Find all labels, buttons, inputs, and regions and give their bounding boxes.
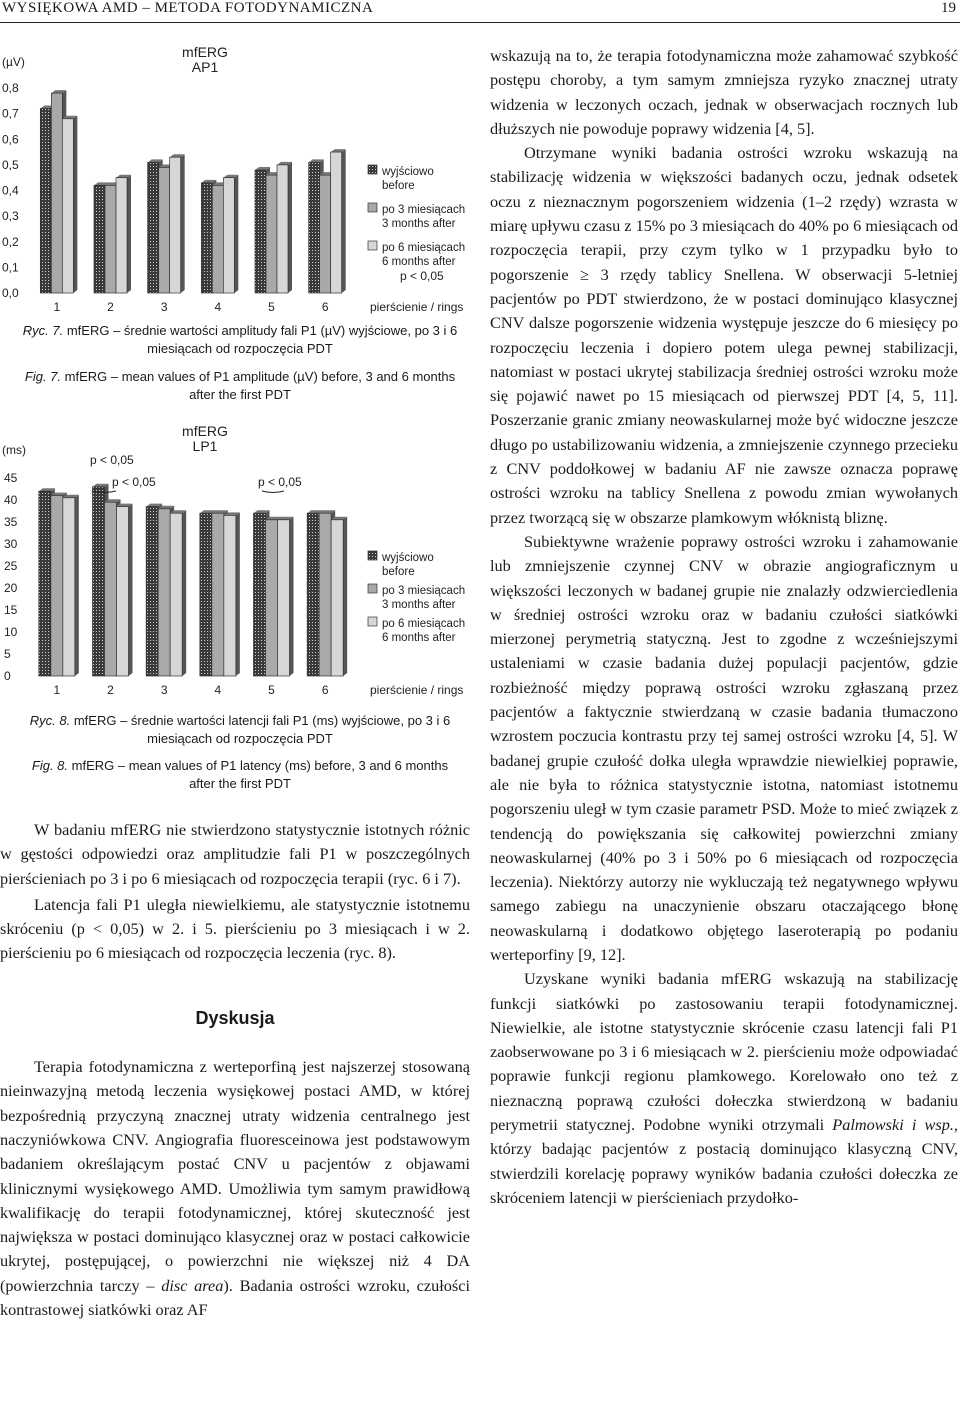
italic-term: disc area [161,1275,224,1295]
legend-label: po 6 miesiącach [382,242,466,254]
bar-side [343,517,347,676]
bar-side [182,510,186,676]
paragraph: wskazują na to, że terapia fotodynamiczna może zahamować szybkość postępu choroby, a tym samym zmniejsza ryzyko znacznej utraty widzenia w leczonych oczach, jednak w obserwacjach rocznych lub dłuższych nie powoduje poprawy widzenia [4, 5]. [490,46,958,138]
bar [170,513,182,676]
legend-label: before [382,180,415,192]
x-tick-label: 5 [268,300,275,314]
bar [331,520,343,676]
bar [158,509,170,676]
legend-swatch [368,551,377,560]
paragraph: Subiektywne wrażenie poprawy ostrości wzroku i zahamowanie lub zmniejszenie czynnej CNV w obrazie angiograficznym u większości leczonych w badanej grupie nie znalazły odzwierciedlenia w średniej ostrości wzroku oraz w badaniu czułości siatkówki mierzonej perymetrią statyczną. Jest to zgodne z wcześniejszymi ustaleniami w czasie badania dużej populacji pacjentów, gdzie rozbieżność między poprawą ostrości wzroku zgłaszaną przez pacjentów a faktycznie stwierdzaną w czasie badania tłumaczono wzrostem poczucia kontrastu przy tej samej ostrości wzroku [4, 5]. W badanej grupie czułość dołka uległa wprawdzie niewielkiej poprawie, ale nie była to różnica statystycznie istotna, natomiast istotnemu pogorszeniu uległ w tym czasie parametr PSD. Może to mieć związek z tendencją do powiększania się całkowitej powierzchni zmiany neowaskularnej (40% po 3 i 50% po 6 miesiącach od rozpoczęcia leczenia). Niektórzy autorzy nie wykluczają też negatywnego wpływu samego zabiegu na unaczynienie obszaru otaczającego błonę neowaskularną i dodatkowo objętego laseroterapią po podaniu werteporfiny [9, 12]. [490,531,958,964]
bar [201,183,212,293]
caption-label: Fig. 8. [31,758,69,773]
bar [212,185,223,293]
bar [266,175,277,293]
legend-label: wyjściowo [382,166,434,178]
caption-label: Ryc. 8. [29,713,71,728]
bar [200,513,212,676]
legend-swatch [368,203,377,212]
x-tick-label: 6 [321,683,329,697]
x-axis-label: pierścienie / rings [370,300,464,314]
legend-label: 6 months after [382,256,456,268]
caption-label: Ryc. 7. [22,323,64,338]
x-tick-label: 4 [214,683,222,697]
chart-title: mfERG [182,423,228,439]
bar [254,513,266,676]
x-tick-label: 5 [268,683,275,697]
bar [212,513,224,676]
y-tick-label: 0,8 [2,81,19,95]
bar [146,507,158,676]
figure-7-caption-pl [20,322,460,358]
bar-side [73,116,77,293]
x-tick-label: 1 [53,300,61,314]
bar-side [129,504,133,676]
bar [307,513,319,676]
legend-label: po 3 miesiącach [382,204,466,216]
y-tick-label: 25 [4,559,18,573]
bar-side [127,175,131,293]
x-tick-label: 1 [53,683,61,697]
bar [117,507,129,676]
chart-title: mfERG [182,44,228,60]
legend-label: 3 months after [382,599,456,611]
x-tick-label: 3 [160,300,168,314]
figure-8-caption-pl [20,712,460,748]
x-tick-label: 3 [160,683,168,697]
x-tick-label: 2 [107,300,114,314]
y-tick-label: 0,4 [2,183,19,198]
header-rule [0,22,960,23]
y-tick-label: 0,0 [2,286,19,300]
figure-7-chart [0,40,475,315]
y-tick-label: 5 [4,647,11,661]
bar [51,496,63,676]
bar [105,185,116,293]
chart-title: LP1 [192,438,218,454]
significance-annotation: p < 0,05 [90,453,134,467]
legend-swatch [368,584,377,593]
caption-label: Fig. 7. [24,369,62,384]
bar [319,513,331,676]
significance-annotation: p < 0,05 [258,475,302,489]
y-tick-label: 40 [4,493,18,507]
right-column-text [490,44,958,1210]
y-tick-label: 20 [4,581,18,595]
caption-text: mfERG – mean values of P1 amplitude (µV) before, 3 and 6 months after the first PDT [64,369,456,402]
bar-side [234,175,238,293]
bar [40,109,51,294]
y-tick-label: 10 [4,625,18,639]
y-tick-label: 0,2 [2,234,19,249]
bar [94,185,105,293]
y-tick-label: 0,1 [2,260,19,275]
caption-text: mfERG – mean values of P1 latency (ms) before, 3 and 6 months after the first PDT [71,758,449,791]
bar [309,162,320,293]
bar-side [290,517,294,676]
paragraph: Otrzymane wyniki badania ostrości wzroku wskazują na stabilizację widzenia w większości badanych oczu, jednak odsetek oczu z nieznacznym pogorszeniem widzenia (1–2 rzędy) wzrasta w miarę upływu czasu z 15% po 3 miesiącach do 40% po 6 miesiącach od rozpoczęcia terapii, przy czym tylko w 1 przypadku było to pogorszenie ≥ 3 rzędy tablicy Snellena. W obserwacji 5-letniej pacjentów po PDT stwierdzono, że w postaci dominująco klasycznej CNV dalsze pogorszenie widzenia występuje jeszcze do 6 miesięcy po rozpoczęciu leczenia i dopiero potem ulega pewnej stabilizacji, natomiast w postaci ukrytej stabilizacja średniej ostrości wzroku może się pojawić nawet po 15 miesiącach od pierwszej PDT [4, 5, 11]. Poszerzanie granic zmiany neowaskularnej może być widoczne jeszcze długo po ustabilizowaniu widzenia, a zmniejszenie czynnego przecieku z CNV poddołkowej w badaniu AF nie zawsze oznacza poprawę ostrości wzroku na tablicy Snellena z powodu zmian wywołanych przez tworzącą się w obszarze plamkowym włóknistą bliznę. [490,143,958,527]
legend-label: before [382,566,415,578]
bar-side [342,149,346,293]
italic-term: Palmowski i wsp. [832,1115,954,1135]
bar [105,502,117,676]
legend-swatch [368,165,377,174]
paragraph: Terapia fotodynamiczna z werteporfiną jest najszerzej stosowaną nieinwazyjną metodą leczenia wysiękowej postaci AMD, w której bezpośrednią przyczyną znacznej utraty widzenia centralnego jest naczyniówkowa CNV. Angiografia fluoresceinowa jest podstawowym badaniem określającym postać CNV u pacjentów z objawami klinicznymi wysiękowego AMD. Umożliwia tym samym prawidłową kwalifikację do terapii fotodynamicznej, której skuteczność jest największa w postaci dominująco klasycznej oraz w postaci całkowicie ukrytej, postępującej, o powierzchni nie większej niż 4 DA (powierzchnia tarczy – disc area). Badania ostrości wzroku, czułości kontrastowej siatkówki oraz AF [0,1057,470,1320]
bar [278,520,290,676]
page-number: 19 [941,0,956,16]
bar [51,93,62,293]
running-header: WYSIĘKOWA AMD – METODA FOTODYNAMICZNA [2,0,374,16]
y-axis-label: (µV) [2,55,25,69]
caption-text: mfERG – średnie wartości amplitudy fali P1 (µV) wyjściowe, po 3 i 6 miesiącach od rozpoczęcia PDT [66,323,458,356]
y-tick-label: 45 [4,471,18,485]
paragraph: W badaniu mfERG nie stwierdzono statystycznie istotnych różnic w gęstości odpowiedzi oraz amplitudzie fali P1 w poszczególnych pierścieniach po 3 i po 6 miesiącach od rozpoczęcia terapii (ryc. 6 i 7). [0,820,470,888]
bar [255,170,266,293]
section-heading: Dyskusja [195,1007,275,1028]
x-tick-label: 6 [321,300,329,314]
y-tick-label: 0,7 [2,106,19,121]
bar [63,498,75,676]
bar-side [181,154,185,293]
y-tick-label: 0,5 [2,157,19,172]
x-tick-label: 2 [107,683,114,697]
bar-side [75,495,79,676]
bar-side [288,162,292,293]
bar [320,175,331,293]
y-tick-label: 0 [4,669,11,683]
bar [277,165,288,293]
y-axis-label: (ms) [2,443,26,457]
bar-side [236,512,240,676]
bar [159,167,170,293]
y-tick-label: 30 [4,537,18,551]
y-tick-label: 0,6 [2,132,19,147]
legend-label: wyjściowo [382,552,434,564]
figure-7-caption-en [20,368,460,404]
figure-8-chart [0,418,475,703]
legend-swatch [368,617,377,626]
x-axis-label: pierścienie / rings [370,683,464,697]
significance-bracket [262,491,284,493]
x-tick-label: 4 [214,300,222,314]
legend-label: 3 months after [382,218,456,230]
figure-8-caption-en [20,757,460,793]
y-tick-label: 35 [4,515,18,529]
bar [266,520,278,676]
y-tick-label: 15 [4,603,18,617]
legend-label: 6 months after [382,632,456,644]
legend-label: po 6 miesiącach [382,618,466,630]
bar [331,152,342,293]
bar [116,178,127,293]
legend-label: po 3 miesiącach [382,585,466,597]
paragraph: Latencja fali P1 uległa niewielkiemu, ale statystycznie istotnemu skróceniu (p < 0,05) w 2. i 5. pierścieniu po 3 miesiącach i w 2. pierścieniu po 6 miesiącach od rozpoczęcia leczenia (ryc. 8). [0,894,470,963]
bar [39,491,51,676]
bar [224,515,236,676]
left-column-text [0,818,470,1324]
chart-title: AP1 [191,59,219,75]
significance-annotation: p < 0,05 [400,269,444,283]
y-tick-label: 0,3 [2,209,19,224]
caption-text: mfERG – średnie wartości latencji fali P1 (ms) wyjściowe, po 3 i 6 miesiącach od rozpoczęcia PDT [73,713,451,746]
bar [223,178,234,293]
paragraph: Uzyskane wyniki badania mfERG wskazują na stabilizację funkcji siatkówki po zastosowaniu terapii fotodynamicznej. Niewielkie, ale istotne statystycznie skrócenie czasu latencji fali P1 zaobserwowane po 3 i 6 miesiącach w 2. pierścieniu może odpowiadać poprawie funkcji regionu plamkowego. Korelowało ono też z nieznaczną poprawą czułości dołeczka stwierdzoną w badaniu perymetrii statycznej. Podobne wyniki otrzymali Palmowski i wsp., którzy badając pacjentów z postacią dominująco klasyczną CNV, stwierdzili korelację poprawy wyników badania czułości dołeczka ze skróceniem latencji w pierścieniach przydołko- [490,969,958,1207]
bar [148,162,159,293]
bar [170,157,181,293]
legend-swatch [368,241,377,250]
bar [62,119,73,293]
bar [93,487,105,676]
significance-annotation: p < 0,05 [112,475,156,489]
